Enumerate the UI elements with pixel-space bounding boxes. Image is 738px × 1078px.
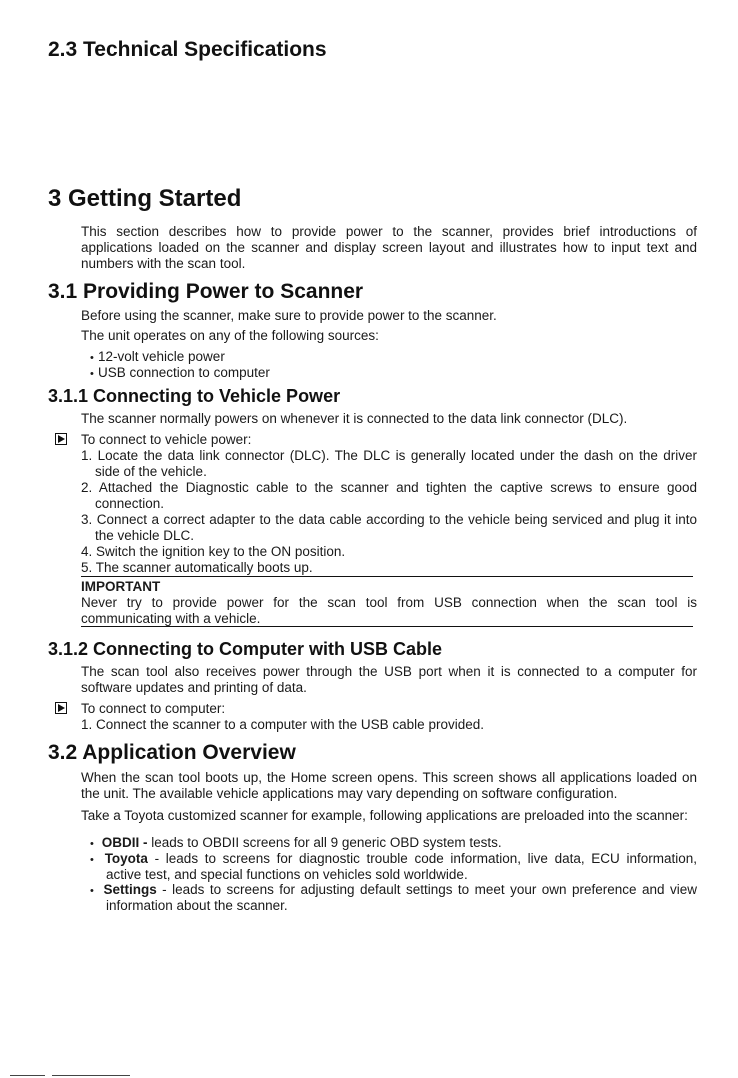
overview-line-1: When the scan tool boots up, the Home screen opens. This screen shows all applications loaded on bbox=[81, 770, 697, 785]
section-2-3-heading: 2.3 Technical Specifications bbox=[48, 38, 327, 61]
power-sources-intro: The unit operates on any of the following sources: bbox=[81, 328, 379, 343]
important-title: IMPORTANT bbox=[81, 579, 161, 594]
intro-line-2: applications loaded on the scanner and display screen layout and illustrates how to input text and bbox=[81, 240, 697, 255]
step-2-line-2: connection. bbox=[95, 496, 165, 511]
step-5: 5. The scanner automatically boots up. bbox=[81, 560, 313, 575]
list-item: • OBDII - leads to OBDII screens for all 9 generic OBD system tests. bbox=[90, 835, 502, 852]
section-3-1-2-heading: 3.1.2 Connecting to Computer with USB Cable bbox=[48, 639, 443, 659]
procedure-arrow-icon bbox=[55, 702, 67, 714]
usb-procedure-title: To connect to computer: bbox=[81, 701, 226, 716]
list-item: • USB connection to computer bbox=[90, 365, 270, 382]
important-top-rule bbox=[81, 576, 693, 577]
section-3-1-1-heading: 3.1.1 Connecting to Vehicle Power bbox=[48, 386, 341, 406]
section-3-1-heading: 3.1 Providing Power to Scanner bbox=[48, 280, 364, 303]
power-intro: Before using the scanner, make sure to provide power to the scanner. bbox=[81, 308, 497, 323]
app-name-obdii: OBDII bbox=[101, 835, 140, 850]
app-name-toyota: Toyota bbox=[104, 851, 148, 866]
step-4: 4. Switch the ignition key to the ON position. bbox=[81, 544, 346, 559]
list-item-continuation: active test, and special functions on vehicles sold worldwide. bbox=[106, 867, 468, 882]
step-3-line-2: the vehicle DLC. bbox=[95, 528, 195, 543]
important-line-1: Never try to provide power for the scan tool from USB connection when the scan tool is bbox=[81, 595, 697, 610]
list-item: • Settings - leads to screens for adjusting default settings to meet your own preference and view bbox=[90, 882, 697, 899]
list-item-continuation: information about the scanner. bbox=[106, 898, 288, 913]
procedure-title: To connect to vehicle power: bbox=[81, 432, 252, 447]
app-name-settings: Settings bbox=[103, 882, 157, 897]
step-2-line-1: 2. Attached the Diagnostic cable to the scanner and tighten the captive screws to ensure good bbox=[81, 480, 697, 495]
intro-line-3: numbers with the scan tool. bbox=[81, 256, 246, 271]
overview-line-3: Take a Toyota customized scanner for example, following applications are preloaded into the scanner: bbox=[81, 808, 688, 823]
usb-intro-line-1: The scan tool also receives power through the USB port when it is connected to a computer for bbox=[81, 664, 697, 679]
section-3-2-heading: 3.2 Application Overview bbox=[48, 741, 296, 764]
list-item: • Toyota - leads to screens for diagnostic trouble code information, live data, ECU information, bbox=[90, 851, 697, 868]
overview-line-2: the unit. The available vehicle applications may vary depending on software configuration. bbox=[81, 786, 618, 801]
usb-step-1: 1. Connect the scanner to a computer with the USB cable provided. bbox=[81, 717, 484, 732]
section-3-heading: 3 Getting Started bbox=[48, 185, 242, 212]
procedure-arrow-icon bbox=[55, 433, 67, 445]
important-line-2: communicating with a vehicle. bbox=[81, 611, 261, 626]
footer-mark bbox=[10, 1075, 45, 1076]
footer-mark bbox=[52, 1075, 130, 1076]
vehicle-power-intro: The scanner normally powers on whenever it is connected to the data link connector (DLC). bbox=[81, 411, 628, 426]
usb-intro-line-2: software updates and printing of data. bbox=[81, 680, 307, 695]
important-bottom-rule bbox=[81, 626, 693, 627]
intro-line-1: This section describes how to provide power to the scanner, provides brief introductions of bbox=[81, 224, 697, 239]
list-item: • 12-volt vehicle power bbox=[90, 349, 225, 366]
step-3-line-1: 3. Connect a correct adapter to the data cable according to the vehicle being serviced and plug it into bbox=[81, 512, 697, 527]
step-1-line-2: side of the vehicle. bbox=[95, 464, 207, 479]
step-1-line-1: 1. Locate the data link connector (DLC). The DLC is generally located under the dash on the driver bbox=[81, 448, 697, 463]
